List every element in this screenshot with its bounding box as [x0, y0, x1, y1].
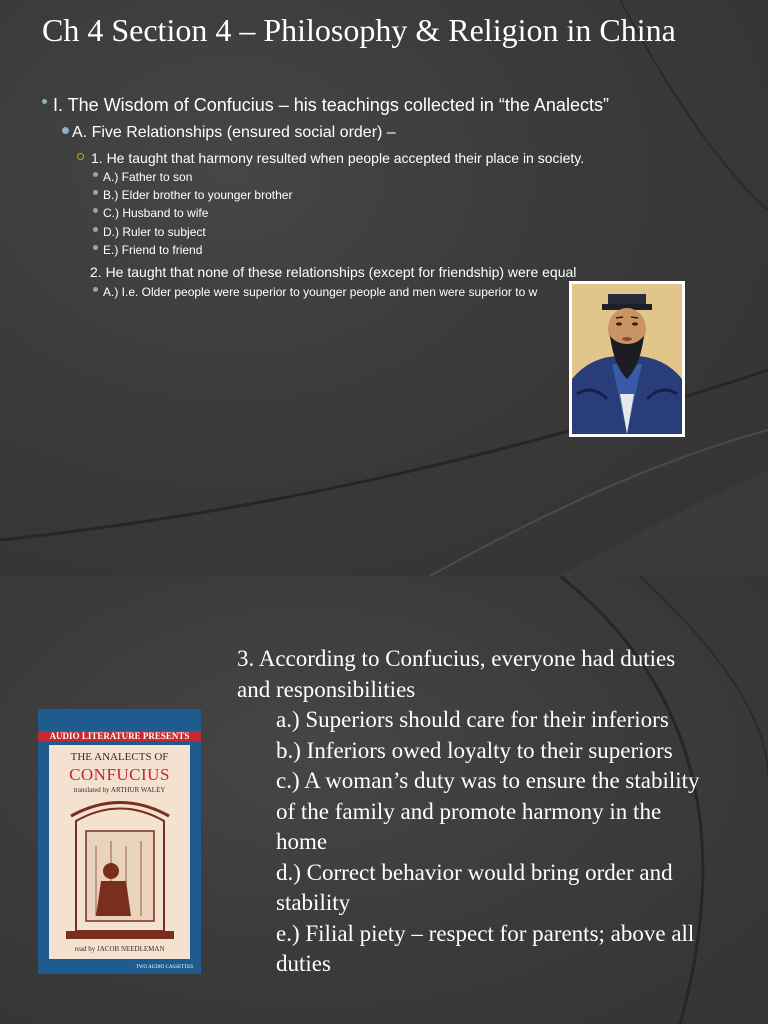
book-translator: translated by ARTHUR WALEY	[73, 786, 166, 794]
duty-c-line-3: home	[276, 829, 328, 854]
relationship-item	[93, 206, 208, 220]
bullet-text: I. The Wisdom of Confucius – his teachings collected in “the Analects”	[53, 95, 609, 115]
book-format: TWO AUDIO CASSETTES	[135, 965, 193, 970]
bullet-text: A. Five Relationships (ensured social order) –	[72, 124, 396, 141]
duties-intro-line-1: 3. According to Confucius, everyone had duties	[237, 646, 676, 671]
duties-intro-line-2: and responsibilities	[237, 676, 416, 702]
relationship-text: A.) Father to son	[103, 170, 193, 184]
duty-d-line-1: d.) Correct behavior would bring order and	[276, 859, 673, 885]
duty-c-line-1: c.) A woman’s duty was to ensure the stability	[276, 768, 700, 793]
book-title-main: CONFUCIUS	[69, 765, 170, 784]
relationship-item	[93, 243, 202, 257]
book-illustration-icon	[66, 801, 174, 941]
bullet-dot-icon	[93, 172, 98, 177]
relationship-text: E.) Friend to friend	[103, 243, 203, 257]
bullet-level-2	[62, 124, 396, 142]
book-reader: read by JACOB NEEDLEMAN	[74, 945, 165, 953]
bullet-ring-icon	[77, 153, 84, 160]
duty-d-line-2: stability	[276, 890, 351, 915]
bullet-level-3-plain: 2. He taught that none of these relationships (except for friendship) were equal	[90, 264, 577, 280]
slide-title: Ch 4 Section 4 – Philosophy & Religion in China	[42, 12, 676, 48]
bullet-dot-icon	[93, 287, 98, 292]
confucius-portrait-icon	[569, 281, 685, 437]
relationship-item	[93, 170, 192, 184]
book-band: AUDIO LITERATURE PRESENTS	[38, 731, 201, 741]
bullet-text: 1. He taught that harmony resulted when people accepted their place in society.	[91, 150, 585, 166]
bullet-dot-icon	[62, 127, 69, 134]
bullet-text: A.) I.e. Older people were superior to younger people and men were superior to w	[103, 285, 538, 299]
relationship-text: C.) Husband to wife	[103, 206, 209, 220]
relationship-item	[93, 188, 292, 202]
relationship-item	[93, 225, 206, 239]
analects-book-cover-icon	[38, 709, 201, 974]
book-panel	[49, 745, 190, 959]
bullet-level-3	[77, 150, 584, 166]
bullet-dot-icon	[42, 99, 47, 104]
duty-e-line-1: e.) Filial piety – respect for parents; above all	[276, 920, 695, 946]
duty-a: a.) Superiors should care for their inferiors	[276, 707, 669, 732]
bullet-level-1	[42, 95, 609, 116]
slide-2	[0, 576, 768, 1024]
relationship-text: D.) Ruler to subject	[103, 225, 206, 239]
bullet-level-4-truncated	[93, 285, 563, 299]
bullet-dot-icon	[93, 190, 98, 195]
duty-b: b.) Inferiors owed loyalty to their superiors	[276, 737, 673, 763]
book-title-top: THE ANALECTS OF	[70, 751, 169, 763]
relationship-text: B.) Elder brother to younger brother	[103, 188, 293, 202]
bullet-dot-icon	[93, 245, 98, 250]
duties-text-block	[237, 644, 762, 980]
duty-e-line-2: duties	[276, 951, 331, 976]
bullet-dot-icon	[93, 227, 98, 232]
bullet-dot-icon	[93, 208, 98, 213]
duty-c-line-2: of the family and promote harmony in the	[276, 798, 662, 824]
